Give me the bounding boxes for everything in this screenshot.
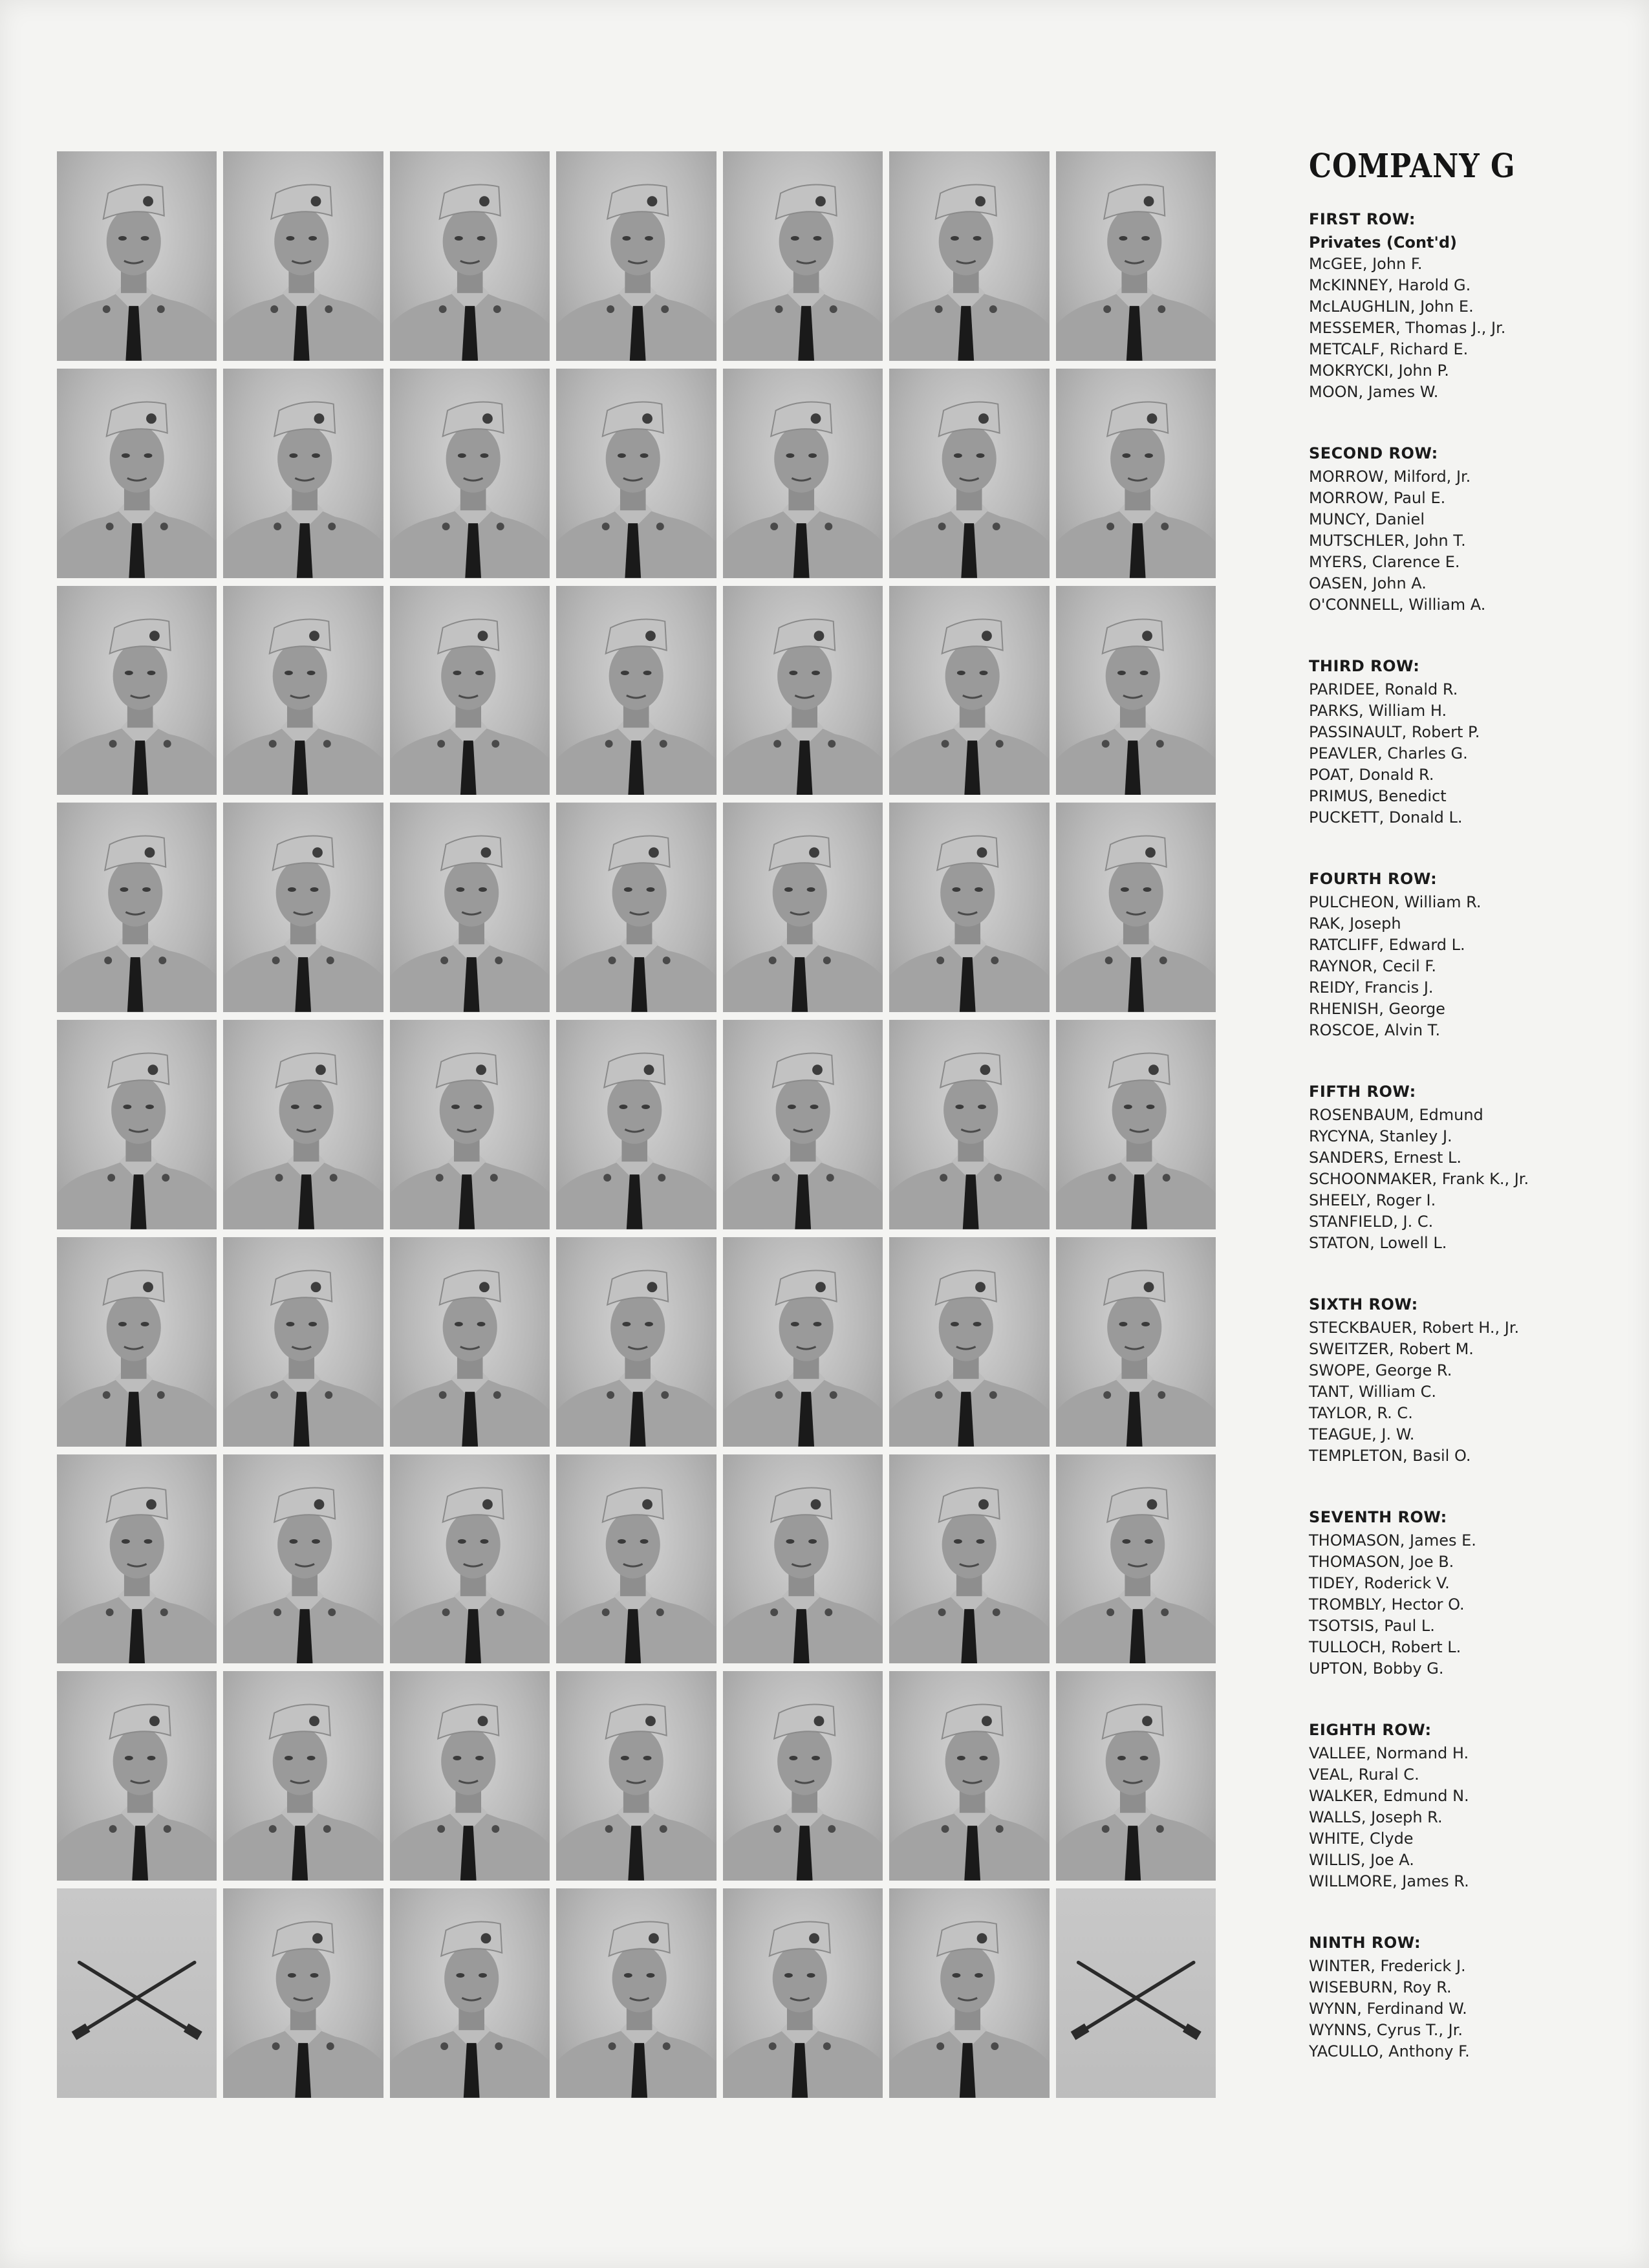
soldier-portrait xyxy=(57,151,217,361)
roster-name: PULCHEON, William R. xyxy=(1309,893,1482,911)
portrait-image xyxy=(1056,1237,1216,1447)
roster-name: SWOPE, George R. xyxy=(1309,1361,1452,1379)
row-heading: THIRD ROW: xyxy=(1309,657,1420,675)
roster-row-7 xyxy=(1309,1508,1619,1679)
roster-name: POAT, Donald R. xyxy=(1309,766,1434,784)
roster-name: PEAVLER, Charles G. xyxy=(1309,744,1468,762)
roster-name: PUCKETT, Donald L. xyxy=(1309,808,1463,826)
portrait-image xyxy=(57,1237,217,1447)
roster-column xyxy=(1309,147,1619,2062)
roster-name: McLAUGHLIN, John E. xyxy=(1309,297,1474,316)
portrait-image xyxy=(556,1888,716,2098)
roster-name: WALLS, Joseph R. xyxy=(1309,1808,1443,1826)
soldier-portrait xyxy=(390,151,550,361)
soldier-portrait xyxy=(723,1888,883,2098)
portrait-image xyxy=(556,586,716,795)
portrait-image xyxy=(223,369,383,578)
soldier-portrait xyxy=(556,586,716,795)
roster-name: WILLMORE, James R. xyxy=(1309,1872,1469,1890)
portrait-image xyxy=(889,1454,1049,1664)
portrait-image xyxy=(223,1454,383,1664)
roster-name: MOKRYCKI, John P. xyxy=(1309,362,1449,380)
soldier-portrait xyxy=(223,1237,383,1447)
portrait-image xyxy=(723,1454,883,1664)
portrait-image xyxy=(57,1671,217,1881)
roster-name: MORROW, Milford, Jr. xyxy=(1309,468,1471,486)
portrait-image xyxy=(556,369,716,578)
soldier-portrait xyxy=(1056,586,1216,795)
soldier-portrait xyxy=(556,369,716,578)
roster-name: MESSEMER, Thomas J., Jr. xyxy=(1309,319,1506,337)
roster-name: TULLOCH, Robert L. xyxy=(1309,1638,1461,1656)
roster-name: WINTER, Frederick J. xyxy=(1309,1957,1466,1975)
soldier-portrait xyxy=(1056,1020,1216,1229)
soldier-portrait xyxy=(57,369,217,578)
roster-name: WISEBURN, Roy R. xyxy=(1309,1978,1452,1996)
portrait-image xyxy=(1056,369,1216,578)
roster-row-6 xyxy=(1309,1295,1619,1467)
portrait-image xyxy=(223,151,383,361)
roster-rows xyxy=(1309,210,1619,2062)
roster-name: TSOTSIS, Paul L. xyxy=(1309,1617,1435,1635)
portrait-image xyxy=(889,586,1049,795)
company-title: COMPANY G xyxy=(1309,147,1516,186)
portrait-image xyxy=(556,1454,716,1664)
roster-row-1 xyxy=(1309,210,1619,403)
roster-name: THOMASON, James E. xyxy=(1309,1531,1476,1550)
soldier-portrait xyxy=(390,803,550,1012)
roster-name: SCHOONMAKER, Frank K., Jr. xyxy=(1309,1170,1529,1188)
portrait-image xyxy=(723,1237,883,1447)
roster-name: UPTON, Bobby G. xyxy=(1309,1659,1444,1678)
roster-name: TROMBLY, Hector O. xyxy=(1309,1595,1465,1614)
roster-name: WYNNS, Cyrus T., Jr. xyxy=(1309,2021,1463,2039)
portrait-image xyxy=(223,586,383,795)
portrait-image xyxy=(223,1888,383,2098)
roster-name: McGEE, John F. xyxy=(1309,255,1423,273)
soldier-portrait xyxy=(556,1020,716,1229)
soldier-portrait xyxy=(223,586,383,795)
roster-name: PARIDEE, Ronald R. xyxy=(1309,680,1458,698)
soldier-portrait xyxy=(889,1888,1049,2098)
row-heading: FOURTH ROW: xyxy=(1309,870,1438,888)
portrait-image xyxy=(556,1020,716,1229)
roster-name: WYNN, Ferdinand W. xyxy=(1309,2000,1467,2018)
soldier-portrait xyxy=(1056,369,1216,578)
portrait-image xyxy=(889,1020,1049,1229)
soldier-portrait xyxy=(889,1020,1049,1229)
soldier-portrait xyxy=(390,369,550,578)
portrait-image xyxy=(723,586,883,795)
roster-name: McKINNEY, Harold G. xyxy=(1309,276,1471,294)
soldier-portrait xyxy=(556,1454,716,1664)
roster-name: TAYLOR, R. C. xyxy=(1309,1404,1413,1422)
portrait-image xyxy=(723,151,883,361)
portrait-image xyxy=(223,803,383,1012)
roster-name: VEAL, Rural C. xyxy=(1309,1766,1419,1784)
soldier-portrait xyxy=(1056,1237,1216,1447)
roster-name: OASEN, John A. xyxy=(1309,574,1427,592)
soldier-portrait xyxy=(889,151,1049,361)
roster-name: RHENISH, George xyxy=(1309,1000,1445,1018)
portrait-image xyxy=(723,1671,883,1881)
portrait-image xyxy=(390,803,550,1012)
roster-name: PASSINAULT, Robert P. xyxy=(1309,723,1480,741)
portrait-image xyxy=(223,1671,383,1881)
portrait-image xyxy=(556,1237,716,1447)
roster-name: RYCYNA, Stanley J. xyxy=(1309,1127,1452,1145)
roster-name: RAYNOR, Cecil F. xyxy=(1309,957,1436,975)
roster-name: MYERS, Clarence E. xyxy=(1309,553,1460,571)
soldier-portrait xyxy=(889,586,1049,795)
soldier-portrait xyxy=(889,1671,1049,1881)
soldier-portrait xyxy=(57,586,217,795)
soldier-portrait xyxy=(223,1020,383,1229)
roster-row-2 xyxy=(1309,444,1619,616)
roster-name: TEMPLETON, Basil O. xyxy=(1309,1447,1471,1465)
portrait-image xyxy=(390,1020,550,1229)
roster-name: MUTSCHLER, John T. xyxy=(1309,532,1466,550)
roster-name: TEAGUE, J. W. xyxy=(1309,1425,1415,1443)
soldier-portrait xyxy=(57,1671,217,1881)
roster-name: VALLEE, Normand H. xyxy=(1309,1744,1469,1762)
roster-name: YACULLO, Anthony F. xyxy=(1309,2042,1470,2060)
soldier-portrait xyxy=(723,1020,883,1229)
soldier-portrait xyxy=(556,151,716,361)
portrait-image xyxy=(1056,1020,1216,1229)
soldier-portrait xyxy=(723,1237,883,1447)
portrait-image xyxy=(556,803,716,1012)
soldier-portrait xyxy=(723,151,883,361)
portrait-image xyxy=(57,803,217,1012)
soldier-portrait xyxy=(1056,151,1216,361)
soldier-portrait xyxy=(223,1454,383,1664)
roster-name: MOON, James W. xyxy=(1309,383,1439,401)
row-heading: FIRST ROW: xyxy=(1309,210,1416,228)
portrait-image xyxy=(223,1020,383,1229)
soldier-portrait xyxy=(223,369,383,578)
roster-name: ROSENBAUM, Edmund xyxy=(1309,1106,1483,1124)
roster-row-4 xyxy=(1309,870,1619,1041)
soldier-portrait xyxy=(556,803,716,1012)
roster-name: SHEELY, Roger I. xyxy=(1309,1191,1436,1209)
portrait-image xyxy=(223,1237,383,1447)
portrait-image xyxy=(1056,586,1216,795)
portrait-image xyxy=(57,1454,217,1664)
portrait-image xyxy=(889,1237,1049,1447)
portrait-image xyxy=(1056,1454,1216,1664)
soldier-portrait xyxy=(889,803,1049,1012)
soldier-portrait xyxy=(390,1454,550,1664)
portrait-image xyxy=(57,1020,217,1229)
soldier-portrait xyxy=(57,1237,217,1447)
roster-name: ROSCOE, Alvin T. xyxy=(1309,1021,1441,1039)
soldier-portrait xyxy=(723,586,883,795)
roster-name: PRIMUS, Benedict xyxy=(1309,787,1447,805)
soldier-portrait xyxy=(57,1020,217,1229)
roster-name: WHITE, Clyde xyxy=(1309,1830,1414,1848)
row-heading: EIGHTH ROW: xyxy=(1309,1721,1432,1739)
crossed-rifles-icon xyxy=(57,1888,217,2098)
soldier-portrait xyxy=(57,803,217,1012)
portrait-image xyxy=(723,803,883,1012)
soldier-portrait xyxy=(223,151,383,361)
crossed-rifles-insignia xyxy=(57,1888,217,2098)
roster-name: SANDERS, Ernest L. xyxy=(1309,1149,1461,1167)
roster-name: RATCLIFF, Edward L. xyxy=(1309,936,1465,954)
portrait-image xyxy=(390,369,550,578)
roster-name: TANT, William C. xyxy=(1309,1383,1437,1401)
soldier-portrait xyxy=(390,586,550,795)
roster-name: STATON, Lowell L. xyxy=(1309,1234,1447,1252)
roster-name: METCALF, Richard E. xyxy=(1309,340,1469,358)
soldier-portrait xyxy=(556,1237,716,1447)
roster-name: MORROW, Paul E. xyxy=(1309,489,1446,507)
portrait-image xyxy=(889,369,1049,578)
roster-name: MUNCY, Daniel xyxy=(1309,510,1425,528)
portrait-image xyxy=(390,1671,550,1881)
portrait-image xyxy=(889,803,1049,1012)
soldier-portrait xyxy=(1056,1454,1216,1664)
portrait-image xyxy=(723,1888,883,2098)
soldier-portrait xyxy=(889,1454,1049,1664)
soldier-portrait xyxy=(390,1237,550,1447)
row-heading: NINTH ROW: xyxy=(1309,1934,1421,1952)
roster-name: STECKBAUER, Robert H., Jr. xyxy=(1309,1319,1520,1337)
row-heading: SEVENTH ROW: xyxy=(1309,1508,1447,1526)
roster-name: REIDY, Francis J. xyxy=(1309,978,1434,997)
roster-row-5 xyxy=(1309,1083,1619,1254)
roster-row-8 xyxy=(1309,1721,1619,1892)
roster-row-9 xyxy=(1309,1934,1619,2062)
portrait-image xyxy=(723,369,883,578)
crossed-rifles-insignia xyxy=(1056,1888,1216,2098)
portrait-image xyxy=(57,369,217,578)
soldier-portrait xyxy=(1056,1671,1216,1881)
roster-name: TIDEY, Roderick V. xyxy=(1309,1574,1450,1592)
soldier-portrait xyxy=(723,1671,883,1881)
portrait-image xyxy=(390,1237,550,1447)
roster-name: SWEITZER, Robert M. xyxy=(1309,1340,1474,1358)
soldier-portrait xyxy=(723,369,883,578)
roster-name: WILLIS, Joe A. xyxy=(1309,1851,1414,1869)
roster-name: O'CONNELL, William A. xyxy=(1309,596,1486,614)
portrait-image xyxy=(1056,151,1216,361)
portrait-image xyxy=(556,151,716,361)
roster-name: WALKER, Edmund N. xyxy=(1309,1787,1469,1805)
crossed-rifles-icon xyxy=(1056,1888,1216,2098)
portrait-image xyxy=(390,586,550,795)
portrait-image xyxy=(889,151,1049,361)
soldier-portrait xyxy=(390,1671,550,1881)
soldier-portrait xyxy=(390,1020,550,1229)
portrait-image xyxy=(390,1454,550,1664)
portrait-image xyxy=(57,151,217,361)
soldier-portrait xyxy=(223,803,383,1012)
roster-name: STANFIELD, J. C. xyxy=(1309,1213,1434,1231)
row-heading: FIFTH ROW: xyxy=(1309,1083,1416,1101)
portrait-image xyxy=(556,1671,716,1881)
soldier-portrait xyxy=(723,803,883,1012)
portrait-image xyxy=(889,1671,1049,1881)
roster-name: RAK, Joseph xyxy=(1309,914,1401,933)
portrait-image xyxy=(1056,1671,1216,1881)
portrait-grid xyxy=(57,151,1216,2098)
roster-row-3 xyxy=(1309,657,1619,828)
soldier-portrait xyxy=(390,1888,550,2098)
soldier-portrait xyxy=(556,1888,716,2098)
soldier-portrait xyxy=(223,1671,383,1881)
soldier-portrait xyxy=(57,1454,217,1664)
portrait-image xyxy=(390,1888,550,2098)
portrait-image xyxy=(889,1888,1049,2098)
soldier-portrait xyxy=(889,1237,1049,1447)
row-subheading: Privates (Cont'd) xyxy=(1309,233,1458,252)
portrait-image xyxy=(390,151,550,361)
roster-name: THOMASON, Joe B. xyxy=(1309,1553,1454,1571)
portrait-image xyxy=(1056,803,1216,1012)
row-heading: SECOND ROW: xyxy=(1309,444,1438,462)
roster-name: PARKS, William H. xyxy=(1309,702,1447,720)
soldier-portrait xyxy=(223,1888,383,2098)
row-heading: SIXTH ROW: xyxy=(1309,1295,1418,1313)
portrait-image xyxy=(57,586,217,795)
soldier-portrait xyxy=(889,369,1049,578)
portrait-image xyxy=(723,1020,883,1229)
soldier-portrait xyxy=(556,1671,716,1881)
soldier-portrait xyxy=(723,1454,883,1664)
soldier-portrait xyxy=(1056,803,1216,1012)
